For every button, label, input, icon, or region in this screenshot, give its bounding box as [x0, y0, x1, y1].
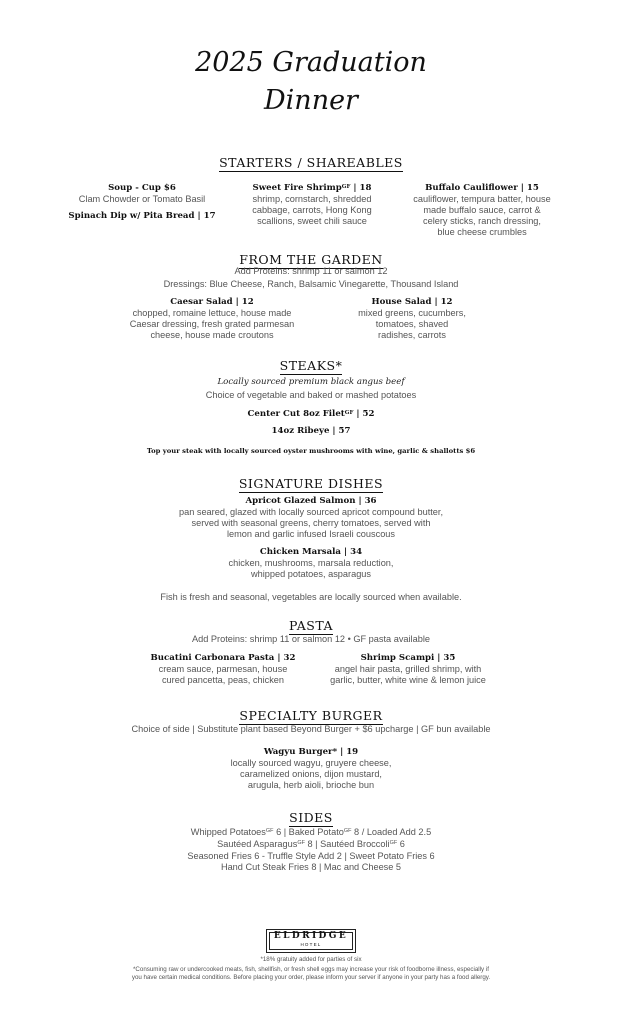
item-desc: chicken, mushrooms, marsala reduction,: [228, 558, 394, 568]
item-desc: cauliflower, tempura batter, house: [413, 194, 551, 204]
gf-badge: GF: [265, 828, 274, 834]
item-name: Soup - Cup $6: [108, 183, 176, 193]
item-name: Shrimp Scampi | 35: [360, 653, 456, 663]
menu-item-sweet-fire-shrimp: [222, 182, 402, 227]
item-desc: radishes, carrots: [378, 330, 446, 340]
gf-badge: GF: [297, 840, 305, 846]
disclaimer-line-2: you have certain medical conditions. Before placing your order, please inform your server if anyone in your party has a food allergy.: [131, 974, 491, 981]
item-name: House Salad | 12: [371, 297, 453, 307]
burger-choice: Choice of side | Substitute plant based Beyond Burger + $6 upcharge | GF bun available: [131, 724, 491, 734]
signature-note: Fish is fresh and seasonal, vegetables are locally sourced when available.: [160, 592, 462, 602]
menu-item-buffalo-cauliflower: [392, 182, 572, 238]
eldridge-hotel-logo: [266, 929, 356, 953]
steaks-topper: Top your steak with locally sourced oyster mushrooms with wine, garlic & shallotts $6: [146, 447, 476, 455]
steaks-choice: Choice of vegetable and baked or mashed potatoes: [205, 390, 417, 400]
menu-item-bucatini-carbonara: [128, 652, 318, 686]
menu-item-wagyu-burger: [161, 746, 461, 791]
item-desc: whipped potatoes, asparagus: [250, 569, 372, 579]
menu-title-line2: Dinner: [264, 85, 358, 116]
gf-badge: GF: [344, 410, 354, 416]
item-desc: cheese, house made croutons: [150, 330, 274, 340]
menu-item-caesar-salad: [112, 296, 312, 341]
menu-item-chicken-marsala: [111, 546, 511, 580]
item-desc: made buffalo sauce, carrot &: [423, 205, 541, 215]
gratuity-note: *18% gratuity added for parties of six: [260, 956, 362, 963]
section-heading-pasta: PASTA: [288, 618, 334, 633]
item-name: Wagyu Burger* | 19: [263, 747, 359, 757]
item-desc: scallions, sweet chili sauce: [257, 216, 367, 226]
sides-line-2: Sautéed Asparagus$^{GF}$ 8 | Sautéed Broccoli$^{GF}$ 6: [217, 839, 405, 849]
section-heading-sides: SIDES: [289, 810, 333, 825]
item-desc: cream sauce, parmesan, house: [158, 664, 288, 674]
item-desc: caramelized onions, dijon mustard,: [240, 769, 382, 779]
item-name-spinach-dip: Spinach Dip w/ Pita Bread | 17: [68, 211, 216, 221]
item-desc: served with seasonal greens, cherry tomatoes, served with: [191, 518, 431, 528]
menu-title-line1: 2025 Graduation: [195, 47, 427, 78]
menu-item-shrimp-scampi: [313, 652, 503, 686]
menu-item-center-cut-filet: Center Cut 8oz Filet$^{GF}$ | 52: [247, 409, 375, 419]
garden-proteins: Add Proteins: shrimp 11 or salmon 12: [234, 266, 388, 276]
item-desc: pan seared, glazed with locally sourced apricot compound butter,: [178, 507, 444, 517]
menu-item-ribeye: 14oz Ribeye | 57: [271, 426, 351, 436]
sides-line-3: Seasoned Fries 6 - Truffle Style Add 2 | Sweet Potato Fries 6: [187, 851, 435, 861]
item-desc: arugula, herb aioli, brioche bun: [247, 780, 375, 790]
item-desc: tomatoes, shaved: [375, 319, 449, 329]
logo-name: ELDRIDGE: [273, 931, 349, 941]
menu-item-apricot-salmon: [111, 495, 511, 540]
item-desc: lemon and garlic infused Israeli couscous: [226, 529, 396, 539]
gf-badge: GF: [341, 184, 351, 190]
item-desc: celery sticks, ranch dressing,: [423, 216, 541, 226]
item-desc: blue cheese crumbles: [437, 227, 527, 237]
item-desc: locally sourced wagyu, gruyere cheese,: [230, 758, 392, 768]
gf-badge: GF: [389, 840, 398, 846]
item-name: Sweet Fire Shrimp$^{GF}$ | 18: [252, 183, 372, 193]
section-heading-steaks: STEAKS*: [279, 358, 343, 373]
item-desc: angel hair pasta, grilled shrimp, with: [334, 664, 482, 674]
item-name: Buffalo Cauliflower | 15: [425, 183, 539, 193]
steaks-tagline: Locally sourced premium black angus beef: [217, 377, 405, 387]
item-desc: Clam Chowder or Tomato Basil: [78, 194, 206, 204]
sides-line-4: Hand Cut Steak Fries 8 | Mac and Cheese 5: [220, 862, 402, 872]
disclaimer-line-1: *Consuming raw or undercooked meats, fish, shellfish, or fresh shell eggs may increase your risk of foodborne illness, especially if: [133, 966, 489, 973]
item-desc: cabbage, carrots, Hong Kong: [252, 205, 372, 215]
gf-badge: GF: [343, 828, 352, 834]
item-name: Caesar Salad | 12: [170, 297, 254, 307]
logo-sub: HOTEL: [300, 942, 322, 947]
sides-line-1: Whipped Potatoes$^{GF}$ 6 | Baked Potato$^{GF}$ 8 / Loaded Add 2.5: [190, 827, 432, 837]
item-desc: cured pancetta, peas, chicken: [161, 675, 285, 685]
section-heading-signature: SIGNATURE DISHES: [238, 476, 384, 491]
garden-dressings: Dressings: Blue Cheese, Ranch, Balsamic Vinegarette, Thousand Island: [163, 279, 459, 289]
item-name: Apricot Glazed Salmon | 36: [245, 496, 377, 506]
pasta-proteins: Add Proteins: shrimp 11 or salmon 12 • GF pasta available: [192, 634, 430, 644]
menu-item-soup: [52, 182, 232, 222]
section-heading-burger: SPECIALTY BURGER: [239, 708, 383, 723]
item-desc: garlic, butter, white wine & lemon juice: [330, 675, 486, 685]
item-desc: mixed greens, cucumbers,: [358, 308, 466, 318]
item-desc: chopped, romaine lettuce, house made: [132, 308, 292, 318]
item-name: Bucatini Carbonara Pasta | 32: [150, 653, 296, 663]
item-desc: Caesar dressing, fresh grated parmesan: [129, 319, 295, 329]
menu-item-house-salad: [322, 296, 502, 341]
item-name: Chicken Marsala | 34: [259, 547, 363, 557]
section-heading-starters: STARTERS / SHAREABLES: [219, 155, 403, 170]
item-desc: shrimp, cornstarch, shredded: [252, 194, 372, 204]
section-heading-garden: FROM THE GARDEN: [239, 252, 383, 267]
